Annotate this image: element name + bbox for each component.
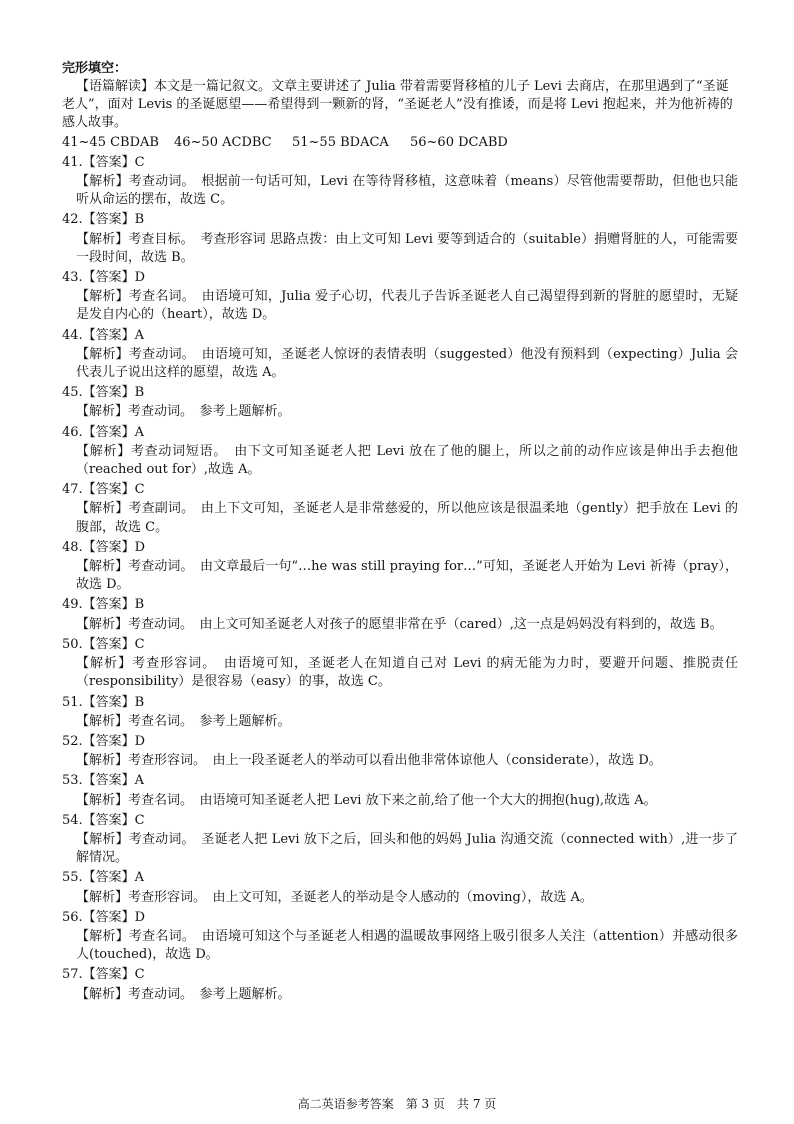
answer-line: 51.【答案】B bbox=[62, 694, 145, 710]
explanation-text: 【解析】考查动词。 参考上题解析。 bbox=[76, 404, 291, 420]
explanation-text: 【解析】考查形容词。 由上文可知，圣诞老人的举动是令人感动的（moving），故选 A。 bbox=[76, 889, 593, 905]
question-item bbox=[62, 539, 738, 595]
explanation-text: 【解析】考查副词。 由上下文可知，圣诞老人是非常慈爱的，所以他应该是很温柔地（gently）把手放在 Levi 的腹部，故选 C。 bbox=[76, 501, 738, 535]
explanation-text: 【解析】考查动词。 由语境可知，圣诞老人惊讶的表情表明（suggested）他没有预料到（expecting）Julia 会代表儿子说出这样的愿望，故选 A。 bbox=[76, 346, 738, 381]
answer-line: 47.【答案】C bbox=[62, 482, 145, 498]
page-footer: 高二英语参考答案 第 3 页 共 7 页 bbox=[297, 1097, 497, 1111]
question-item bbox=[62, 869, 738, 906]
answer-group: 46~50 ACDBC bbox=[174, 134, 272, 150]
question-item bbox=[62, 733, 738, 770]
explanation-text: 【解析】考查动词。 根据前一句话可知，Levi 在等待肾移植，这意味着（means）尽管他需要帮助，但他也只能听从命运的摆布，故选 C。 bbox=[76, 174, 738, 208]
answer-line: 52.【答案】D bbox=[62, 733, 146, 749]
explanation-text: 【解析】考查形容词。 由语境可知，圣诞老人在知道自己对 Levi 的病无能为力时，要避开问题、推脱责任（responsibility）是很容易（easy）的事，故选 C。 bbox=[76, 656, 738, 690]
question-item bbox=[62, 327, 738, 383]
answer-line: 54.【答案】C bbox=[62, 812, 145, 828]
answer-line: 42.【答案】B bbox=[62, 212, 145, 228]
explanation-text: 【解析】考查名词。 由语境可知圣诞老人把 Levi 放下来之前,给了他一个大大的拥抱(hug),故选 A。 bbox=[76, 792, 657, 808]
answer-summary-row bbox=[62, 134, 738, 152]
question-item bbox=[62, 211, 738, 267]
question-item bbox=[62, 481, 738, 537]
explanation-text: 【解析】考查形容词。 由上一段圣诞老人的举动可以看出他非常体谅他人（considerate），故选 D。 bbox=[76, 753, 662, 769]
answer-line: 56.【答案】D bbox=[62, 909, 146, 925]
explanation-text: 【解析】考查动词。 圣诞老人把 Levi 放下之后，回头和他的妈妈 Julia 沟通交流（connected with）,进一步了解情况。 bbox=[76, 831, 738, 866]
question-item bbox=[62, 596, 738, 633]
question-item bbox=[62, 812, 738, 868]
question-item bbox=[62, 909, 738, 965]
answer-key-page bbox=[62, 60, 738, 1004]
passage-intro: 【语篇解读】本文是一篇记叙文。文章主要讲述了 Julia 带着需要肾移植的儿子 Levi 去商店，在那里遇到了“圣诞老人”，面对 Levis 的圣诞愿望——希望得到一颗新的肾，“圣诞老人”没有推诿，而是将 Levi 抱起来，并为他祈祷的感人故事。 bbox=[62, 79, 733, 131]
explanation-text: 【解析】考查名词。 参考上题解析。 bbox=[76, 713, 291, 729]
question-item bbox=[62, 424, 738, 480]
answer-line: 53.【答案】A bbox=[62, 773, 145, 789]
explanation-text: 【解析】考查名词。 由语境可知，Julia 爱子心切，代表儿子告诉圣诞老人自己渴望得到新的肾脏的愿望时，无疑是发自内心的（heart），故选 D。 bbox=[76, 289, 738, 323]
question-item bbox=[62, 384, 738, 421]
section-title: 完形填空： bbox=[62, 61, 128, 76]
answer-group: 56~60 DCABD bbox=[410, 134, 508, 150]
question-item bbox=[62, 154, 738, 210]
question-item bbox=[62, 694, 738, 731]
answer-line: 41.【答案】C bbox=[62, 154, 145, 170]
answer-line: 50.【答案】C bbox=[62, 636, 145, 652]
answer-group: 51~55 BDACA bbox=[292, 134, 389, 150]
answer-group: 41~45 CBDAB bbox=[62, 134, 159, 150]
answer-line: 44.【答案】A bbox=[62, 327, 145, 343]
answer-line: 57.【答案】C bbox=[62, 967, 145, 983]
explanation-text: 【解析】考查动词。 由文章最后一句“…he was still praying for…”可知，圣诞老人开始为 Levi 祈祷（pray），故选 D。 bbox=[76, 559, 738, 593]
question-item bbox=[62, 636, 738, 692]
explanation-text: 【解析】考查动词短语。 由下文可知圣诞老人把 Levi 放在了他的腿上，所以之前的动作应该是伸出手去抱他（reached out for）,故选 A。 bbox=[76, 443, 738, 478]
answer-line: 55.【答案】A bbox=[62, 870, 145, 886]
answer-line: 43.【答案】D bbox=[62, 270, 146, 286]
question-item bbox=[62, 269, 738, 325]
explanation-text: 【解析】考查目标。 考查形容词 思路点拨：由上文可知 Levi 要等到适合的（suitable）捐赠肾脏的人，可能需要一段时间，故选 B。 bbox=[76, 231, 738, 265]
answer-line: 48.【答案】D bbox=[62, 539, 146, 555]
question-list bbox=[62, 154, 738, 1004]
answer-line: 49.【答案】B bbox=[62, 597, 145, 613]
question-item bbox=[62, 772, 738, 809]
answer-line: 46.【答案】A bbox=[62, 424, 145, 440]
answer-line: 45.【答案】B bbox=[62, 385, 145, 401]
explanation-text: 【解析】考查动词。 由上文可知圣诞老人对孩子的愿望非常在乎（cared）,这一点是妈妈没有料到的，故选 B。 bbox=[76, 616, 723, 632]
explanation-text: 【解析】考查名词。 由语境可知这个与圣诞老人相遇的温暖故事网络上吸引很多人关注（attention）并感动很多人(touched)，故选 D。 bbox=[76, 928, 738, 963]
question-item bbox=[62, 966, 738, 1003]
explanation-text: 【解析】考查动词。 参考上题解析。 bbox=[76, 986, 291, 1002]
